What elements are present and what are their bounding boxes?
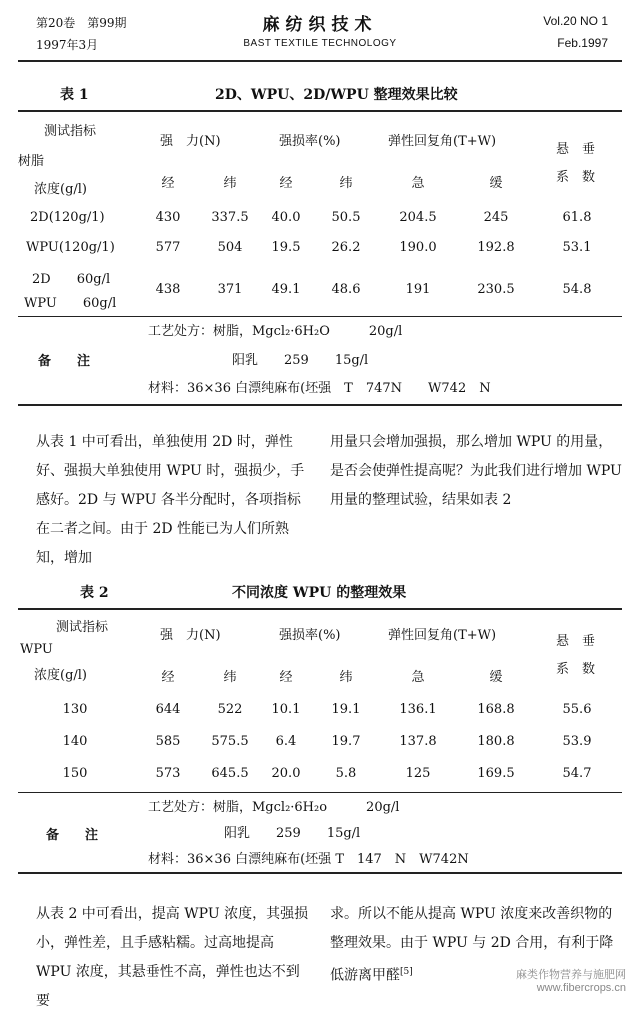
row-label: 2D(120g/1)	[30, 210, 105, 225]
cell: 137.8	[399, 734, 437, 749]
cell: 54.8	[562, 282, 592, 297]
cell: 190.0	[399, 240, 437, 255]
table-2-label: 表 2	[80, 585, 109, 601]
issue-date: 1997年3月	[36, 38, 99, 52]
header-test-index: 测试指标	[44, 124, 97, 139]
note-emulsion: 阳乳 259 15g/l	[232, 353, 369, 368]
row-label: 2D 60g/l	[32, 272, 111, 287]
cell: 20.0	[271, 766, 301, 781]
cell: 19.1	[331, 702, 361, 717]
cell: 577	[155, 240, 181, 255]
table-2-title: 不同浓度 WPU 的整理效果	[232, 585, 407, 601]
cell: 180.8	[477, 734, 515, 749]
cell: 50.5	[331, 210, 361, 225]
header-warp-2: 经	[279, 670, 293, 685]
table-2-bottom-rule	[18, 872, 622, 874]
volume-en: Vol.20 NO 1	[543, 14, 608, 28]
header-loss: 强损率(%)	[279, 628, 341, 643]
header-concentration: 浓度(g/l)	[34, 668, 88, 683]
cell: 19.7	[331, 734, 361, 749]
header-concentration: 浓度(g/l)	[34, 182, 88, 197]
header-drape-1: 悬 垂	[556, 634, 596, 649]
row-label: 140	[62, 734, 88, 749]
watermark-cn: 麻类作物营养与施肥网	[516, 969, 626, 981]
cell: 169.5	[477, 766, 515, 781]
header-slow: 缓	[489, 670, 503, 685]
paragraph-2-left: 从表 2 中可看出，提高 WPU 浓度，其强损小，弹性差，且手感粘糯。过高地提高 WPU 浓度，其悬垂性不高，弹性也达不到要	[36, 906, 309, 1009]
journal-title-en: BAST TEXTILE TECHNOLOGY	[243, 38, 397, 49]
table-1-bottom-rule	[18, 404, 622, 406]
date-en: Feb.1997	[557, 36, 608, 50]
row-label: 130	[62, 702, 88, 717]
cell: 575.5	[211, 734, 249, 749]
table-1-label: 表 1	[60, 87, 89, 103]
cell: 54.7	[562, 766, 592, 781]
header-drape-2: 系 数	[556, 170, 596, 185]
cell: 5.8	[335, 766, 357, 781]
cell: 504	[217, 240, 243, 255]
header-test-index: 测试指标	[56, 620, 109, 635]
note-recipe: 工艺处方：树脂，Mgcl₂·6H₂O 20g/l	[148, 324, 403, 339]
cell: 644	[155, 702, 181, 717]
row-label: WPU 60g/l	[24, 296, 117, 311]
header-weft-2: 纬	[339, 176, 353, 191]
cell: 204.5	[399, 210, 437, 225]
header-warp: 经	[161, 176, 175, 191]
table-1-top-rule	[18, 110, 622, 112]
cell: 573	[155, 766, 181, 781]
header-warp-2: 经	[279, 176, 293, 191]
cell: 585	[155, 734, 181, 749]
cell: 55.6	[562, 702, 592, 717]
journal-title: 麻纺织技术	[262, 15, 378, 35]
header-recovery: 弹性回复角(T+W)	[388, 628, 497, 643]
header-strength: 强 力(N)	[160, 628, 221, 643]
cell: 6.4	[275, 734, 297, 749]
cell: 61.8	[562, 210, 592, 225]
header-weft: 纬	[223, 176, 237, 191]
header-loss: 强损率(%)	[279, 134, 341, 149]
header-warp: 经	[161, 670, 175, 685]
cell: 168.8	[477, 702, 515, 717]
cell: 230.5	[477, 282, 515, 297]
header-fast: 急	[411, 176, 425, 191]
header-resin: 树脂	[18, 154, 45, 169]
cell: 645.5	[211, 766, 249, 781]
table-2-top-rule	[18, 608, 622, 610]
cell: 522	[217, 702, 243, 717]
row-label: WPU(120g/1)	[26, 240, 115, 255]
watermark-url: www.fibercrops.cn	[536, 982, 626, 994]
header-drape-2: 系 数	[556, 662, 596, 677]
note-material: 材料：36×36 白漂纯麻布(坯强 T 747N W742 N	[148, 381, 491, 396]
paragraph-2-text: 求。所以不能从提高 WPU 浓度来改善织物的整理效果。由于 WPU 与 2D 合用，有利于降低游离甲醛	[330, 906, 614, 984]
cell: 48.6	[331, 282, 361, 297]
cell: 53.1	[562, 240, 592, 255]
header-weft-2: 纬	[339, 670, 353, 685]
note-emulsion: 阳乳 259 15g/l	[224, 826, 361, 841]
volume-issue: 第20卷 第99期	[36, 16, 127, 30]
cell: 10.1	[271, 702, 301, 717]
paragraph-1-right: 用量只会增加强损，那么增加 WPU 的用量，是否会使弹性提高呢？为此我们进行增加 WPU 用量的整理试验，结果如表 2	[330, 434, 622, 508]
note-label: 备 注	[38, 354, 91, 369]
cell: 19.5	[271, 240, 301, 255]
cell: 337.5	[211, 210, 249, 225]
cell: 125	[405, 766, 431, 781]
note-label: 备 注	[46, 828, 99, 843]
cell: 245	[483, 210, 509, 225]
cell: 438	[155, 282, 181, 297]
cell: 53.9	[562, 734, 592, 749]
cell: 191	[405, 282, 431, 297]
header-strength: 强 力(N)	[160, 134, 221, 149]
header-weft: 纬	[223, 670, 237, 685]
note-material: 材料：36×36 白漂纯麻布(坯强 T 147 N W742N	[148, 852, 469, 867]
header-fast: 急	[411, 670, 425, 685]
header-wpu: WPU	[20, 642, 53, 657]
header-slow: 缓	[489, 176, 503, 191]
header-drape-1: 悬 垂	[556, 142, 596, 157]
row-label: 150	[62, 766, 88, 781]
table-1-mid-rule	[18, 316, 622, 317]
cell: 26.2	[331, 240, 361, 255]
cell: 430	[155, 210, 181, 225]
cell: 49.1	[271, 282, 301, 297]
citation-ref: [5]	[400, 967, 413, 977]
cell: 40.0	[271, 210, 301, 225]
cell: 192.8	[477, 240, 515, 255]
cell: 371	[217, 282, 243, 297]
cell: 136.1	[399, 702, 437, 717]
table-2-mid-rule	[18, 792, 622, 793]
header-recovery: 弹性回复角(T+W)	[388, 134, 497, 149]
table-1-title: 2D、WPU、2D/WPU 整理效果比较	[215, 87, 458, 103]
note-recipe: 工艺处方：树脂，Mgcl₂·6H₂o 20g/l	[148, 800, 400, 815]
header-rule	[18, 60, 622, 62]
paragraph-1-left: 从表 1 中可看出，单独使用 2D 时，弹性好、强损大单独使用 WPU 时，强损少，手感好。2D 与 WPU 各半分配时，各项指标在二者之间。由于 2D 性能已为人们所熟知，增加	[36, 434, 305, 566]
